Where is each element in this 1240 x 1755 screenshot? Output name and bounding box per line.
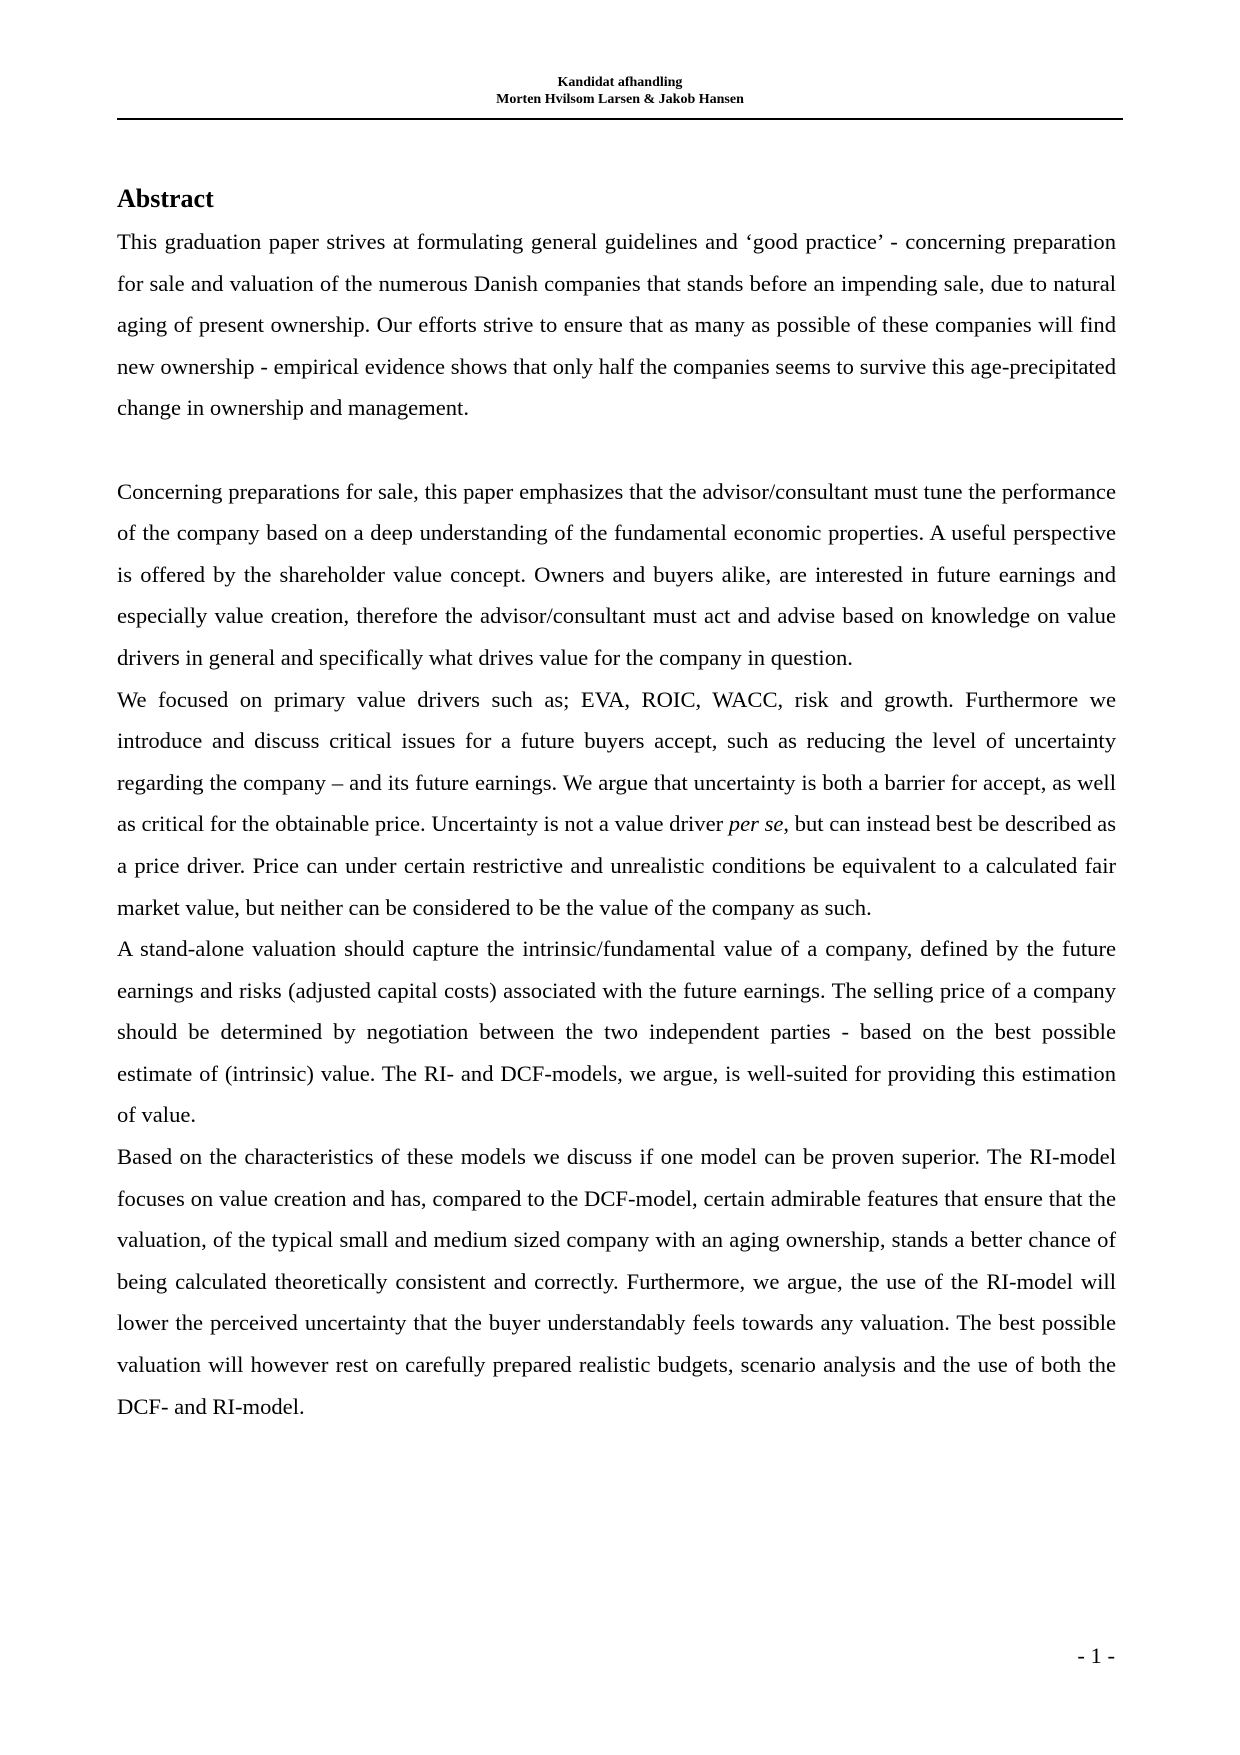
paragraph-3-italic-term: per se — [728, 811, 784, 837]
header-thesis-type: Kandidat afhandling — [557, 75, 683, 90]
paragraph-3-text-start: We focused on primary value drivers such as; EVA, ROIC, WACC, risk and growth. Furthermore we introduce and discuss critical issues for a future buyers accept, such as reducing the level of uncertainty regarding the company – and its future earnings. We argue that uncertainty is both a barrier for accept, as well as critical for the obtainable price. Uncertainty is not a value driver — [117, 686, 1116, 837]
page-number: - 1 - — [1077, 1643, 1115, 1668]
abstract-paragraph-5: Based on the characteristics of these models we discuss if one model can be proven superior. The RI-model focuses on value creation and has, compared to the DCF-model, certain admirable features that ensure that the valuation, of the typical small and medium sized company with an aging ownership, stands a better chance of being calculated theoretically consistent and correctly. Furthermore, we argue, the use of the RI-model will lower the perceived uncertainty that the buyer understandably feels towards any valuation. The best possible valuation will however rest on carefully prepared realistic budgets, scenario analysis and the use of both the DCF- and RI-model. — [117, 1144, 1116, 1419]
section-title: Abstract — [117, 184, 214, 213]
abstract-paragraph-2: Concerning preparations for sale, this paper emphasizes that the advisor/consultant must tune the performance of the company based on a deep understanding of the fundamental economic properties. A useful perspective is offered by the shareholder value concept. Owners and buyers alike, are interested in future earnings and especially value creation, therefore the advisor/consultant must act and advise based on knowledge on value drivers in general and specifically what drives value for the company in question. — [117, 478, 1116, 670]
header-authors: Morten Hvilsom Larsen & Jakob Hansen — [496, 92, 744, 107]
abstract-paragraph-1: This graduation paper strives at formulating general guidelines and ‘good practice’ - concerning preparation for sale and valuation of the numerous Danish companies that stands before an impending sale, due to natural aging of present ownership. Our efforts strive to ensure that as many as possible of these companies will find new ownership - empirical evidence shows that only half the companies seems to survive this age-precipitated change in ownership and management. — [117, 229, 1116, 421]
running-header — [117, 74, 1123, 108]
header-divider — [117, 118, 1123, 120]
abstract-paragraph-4: A stand-alone valuation should capture the intrinsic/fundamental value of a company, defined by the future earnings and risks (adjusted capital costs) associated with the future earnings. The selling price of a company should be determined by negotiation between the two independent parties - based on the best possible estimate of (intrinsic) value. The RI- and DCF-models, we argue, is well-suited for providing this estimation of value. — [117, 936, 1116, 1128]
paragraph-3-text-end: , but can instead best be described as a price driver. Price can under certain restrictive and unrealistic conditions be equivalent to a calculated fair market value, but neither can be considered to be the value of the company as such. — [117, 811, 1116, 920]
abstract-paragraph-3 — [117, 679, 1116, 929]
abstract-body — [117, 221, 1116, 1427]
